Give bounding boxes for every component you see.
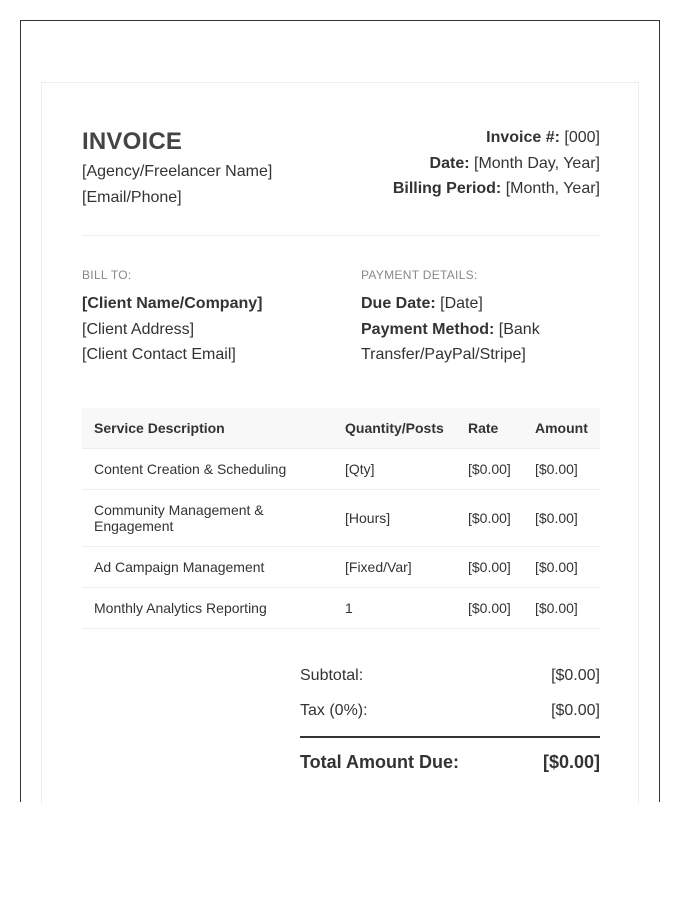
date-label: Date: bbox=[429, 154, 470, 172]
client-email: [Client Contact Email] bbox=[82, 346, 236, 363]
agency-contact: [Email/Phone] bbox=[82, 189, 182, 206]
total-due-value: [$0.00] bbox=[542, 752, 600, 772]
tax-value: [$0.00] bbox=[551, 702, 600, 719]
due-date-value: [Date] bbox=[435, 295, 483, 312]
payment-method-label: Payment Method: bbox=[361, 320, 495, 338]
service-description: Content Creation & Scheduling bbox=[82, 449, 333, 490]
payment-method-line bbox=[361, 317, 601, 368]
billing-period-value: [Month, Year] bbox=[501, 180, 600, 197]
billing-period-line bbox=[393, 176, 600, 202]
header-amount: Amount bbox=[523, 408, 600, 449]
invoice-meta bbox=[393, 125, 600, 202]
billing-info bbox=[82, 236, 600, 408]
invoice-header bbox=[82, 127, 600, 236]
due-date-line bbox=[361, 291, 601, 317]
service-quantity: [Fixed/Var] bbox=[333, 547, 456, 588]
service-rate: [$0.00] bbox=[456, 588, 523, 629]
service-quantity: 1 bbox=[333, 588, 456, 629]
bill-to-block bbox=[82, 267, 342, 368]
date-value: [Month Day, Year] bbox=[469, 154, 600, 172]
table-row bbox=[82, 490, 600, 547]
agency-name: [Agency/Freelancer Name] bbox=[82, 163, 273, 180]
payment-method-value: [Bank Transfer/PayPal/Stripe] bbox=[361, 320, 540, 363]
total-due-label: Total Amount Due: bbox=[300, 752, 459, 772]
invoice-sheet bbox=[41, 82, 639, 804]
due-date-label: Due Date: bbox=[361, 295, 436, 312]
bill-to-label: BILL TO: bbox=[82, 268, 132, 282]
subtotal-row bbox=[300, 665, 600, 700]
invoice-content bbox=[82, 127, 600, 774]
service-description: Community Management & Engagement bbox=[82, 490, 333, 547]
service-rate: [$0.00] bbox=[456, 547, 523, 588]
total-due-row bbox=[300, 750, 600, 774]
invoice-title: INVOICE bbox=[82, 128, 183, 155]
payment-details-block bbox=[361, 267, 601, 368]
client-name: [Client Name/Company] bbox=[82, 295, 263, 312]
services-table bbox=[82, 408, 600, 629]
service-amount: [$0.00] bbox=[523, 588, 600, 629]
agency-block bbox=[82, 127, 272, 211]
service-description: Ad Campaign Management bbox=[82, 547, 333, 588]
subtotal-label: Subtotal: bbox=[300, 667, 364, 684]
client-address: [Client Address] bbox=[82, 320, 195, 338]
service-quantity: [Hours] bbox=[333, 490, 456, 547]
service-rate: [$0.00] bbox=[456, 449, 523, 490]
payment-details-label: PAYMENT DETAILS: bbox=[361, 268, 478, 282]
table-header-row bbox=[82, 408, 600, 449]
header-service-description: Service Description bbox=[82, 408, 333, 449]
table-row bbox=[82, 449, 600, 490]
invoice-number-line bbox=[393, 125, 600, 151]
tax-label: Tax (0%): bbox=[300, 702, 368, 719]
totals-divider bbox=[300, 736, 600, 738]
date-line bbox=[393, 151, 600, 177]
service-amount: [$0.00] bbox=[523, 449, 600, 490]
billing-period-label: Billing Period: bbox=[392, 180, 502, 197]
service-amount: [$0.00] bbox=[523, 490, 600, 547]
totals-block bbox=[300, 665, 600, 774]
header-quantity: Quantity/Posts bbox=[333, 408, 456, 449]
table-row bbox=[82, 588, 600, 629]
table-row bbox=[82, 547, 600, 588]
page-frame bbox=[20, 20, 660, 802]
service-description: Monthly Analytics Reporting bbox=[82, 588, 333, 629]
invoice-number-label: Invoice #: bbox=[486, 129, 560, 146]
service-amount: [$0.00] bbox=[523, 547, 600, 588]
invoice-number-value: [000] bbox=[559, 129, 600, 146]
tax-row bbox=[300, 700, 600, 735]
subtotal-value: [$0.00] bbox=[551, 667, 600, 684]
service-quantity: [Qty] bbox=[333, 449, 456, 490]
service-rate: [$0.00] bbox=[456, 490, 523, 547]
header-rate: Rate bbox=[456, 408, 523, 449]
